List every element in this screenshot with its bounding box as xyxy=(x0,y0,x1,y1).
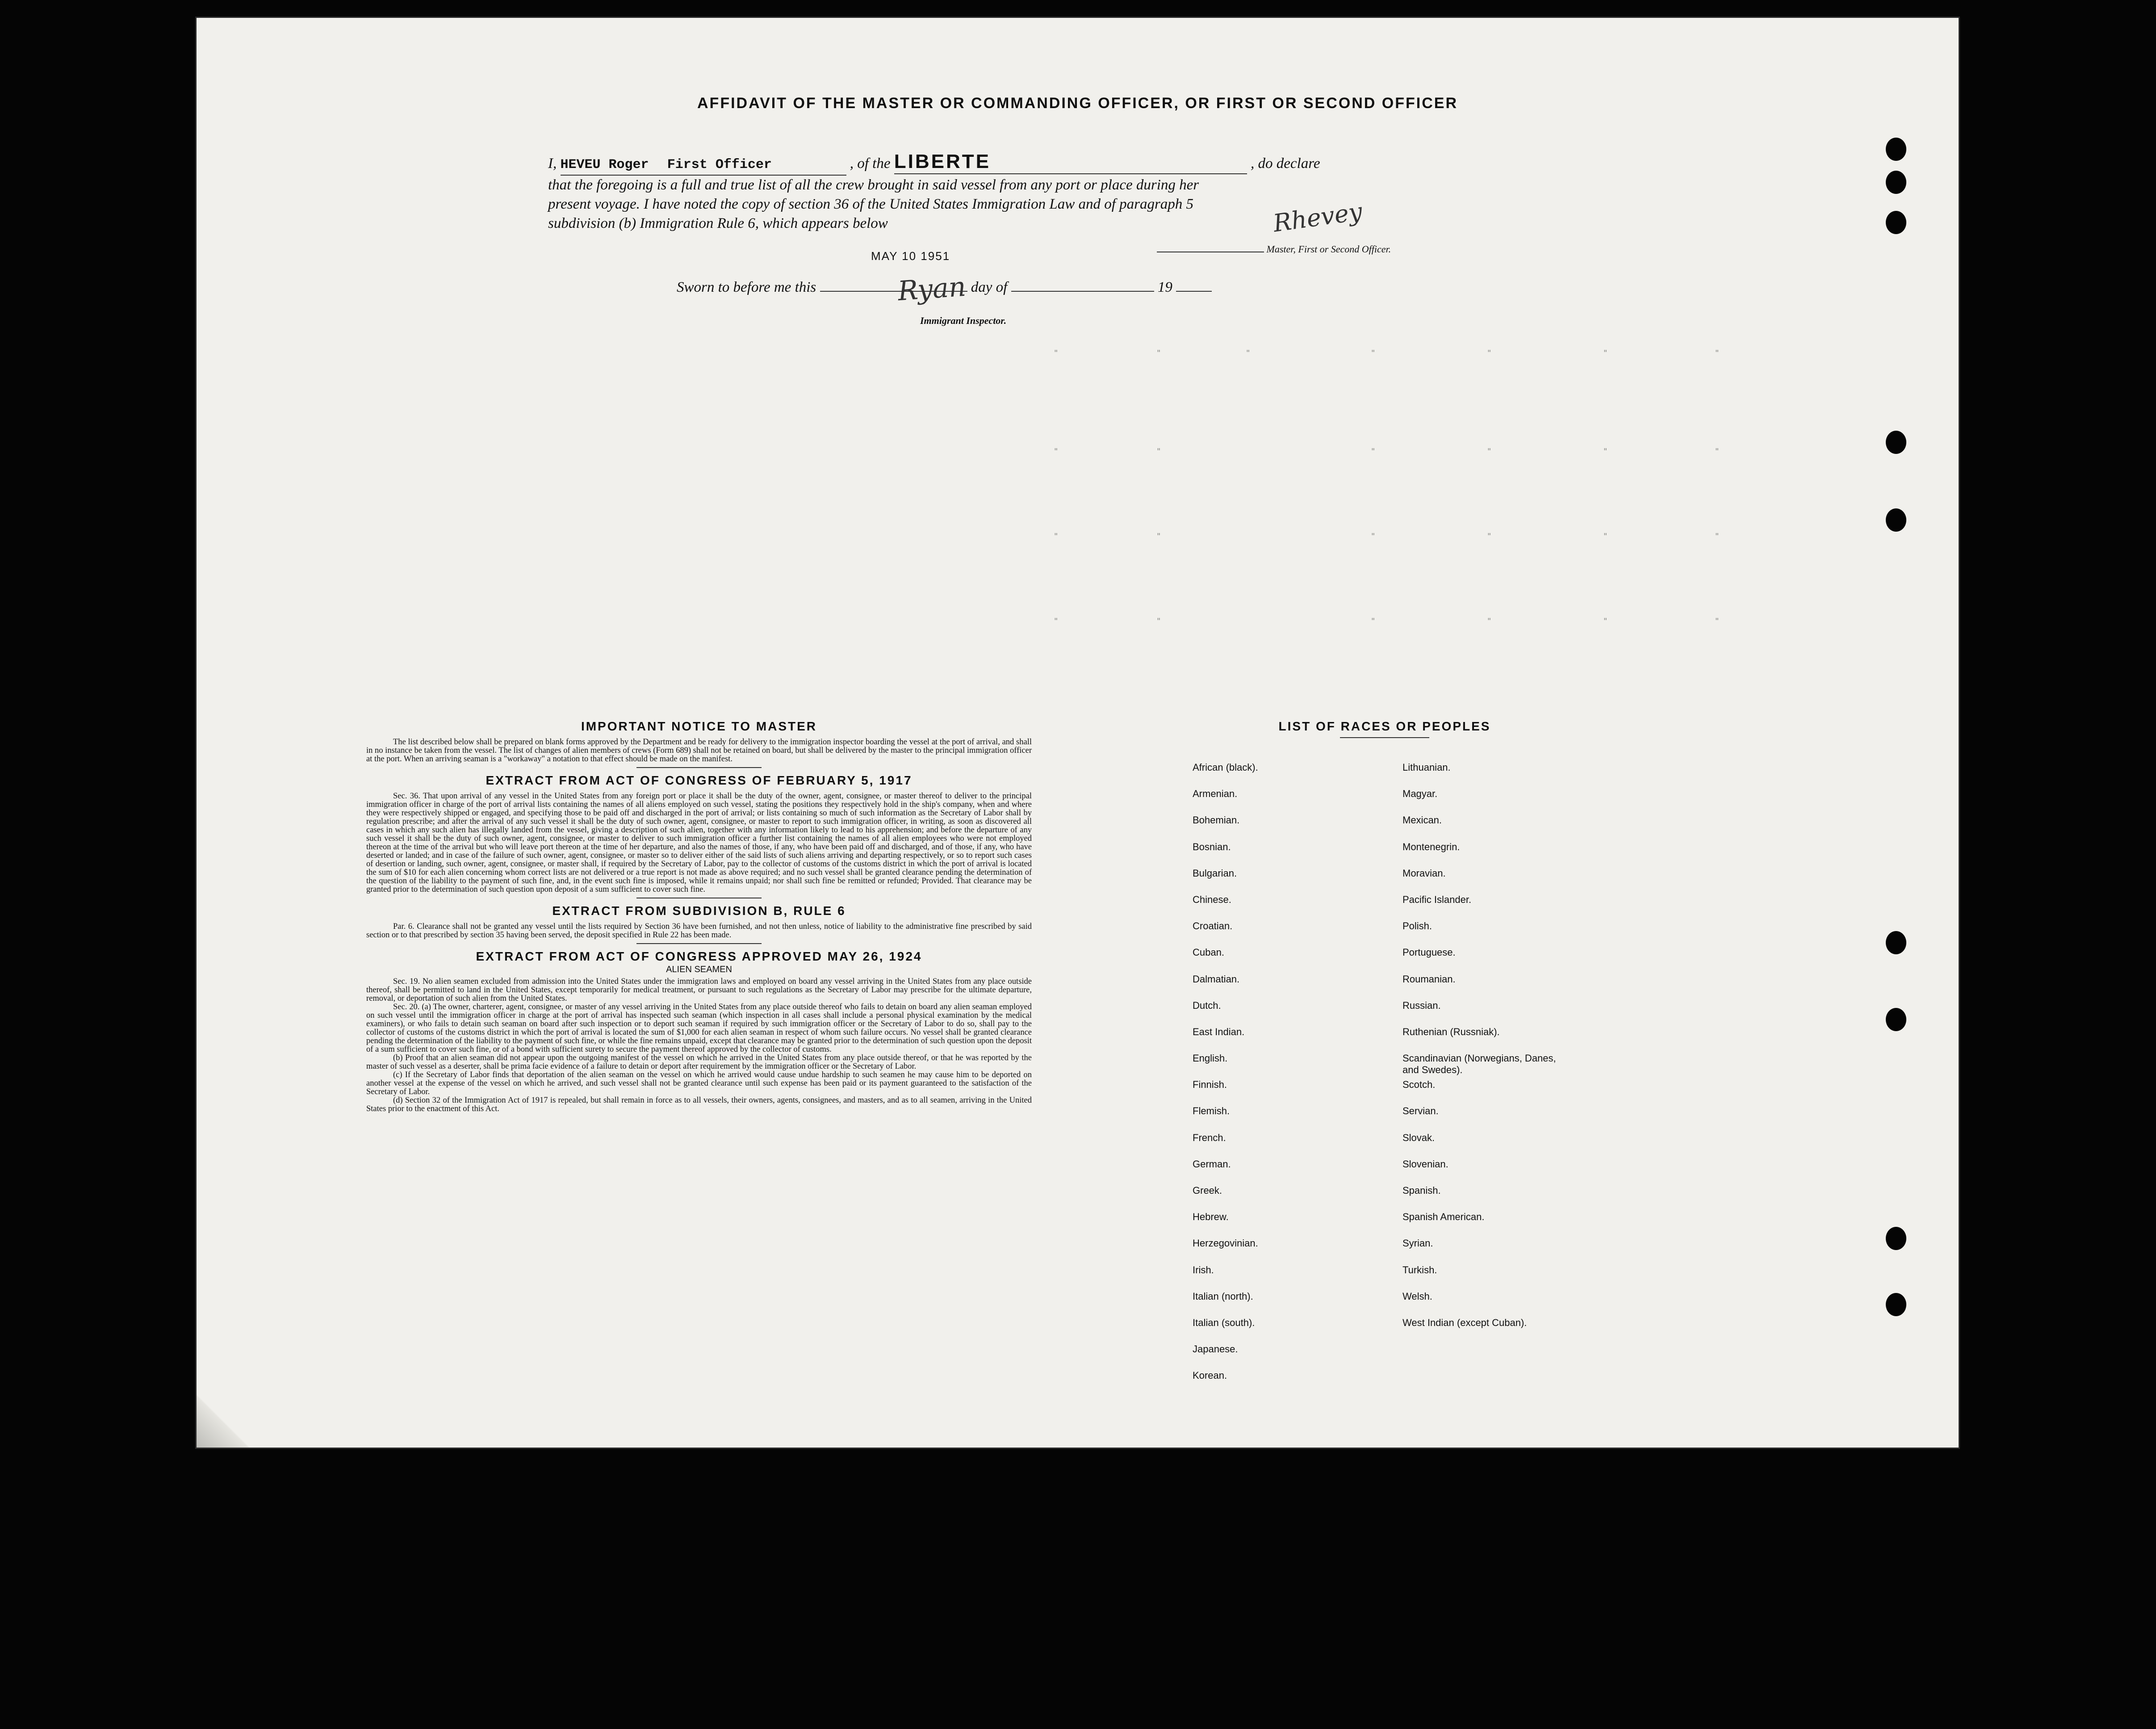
race-item: Roumanian. xyxy=(1402,973,1456,985)
race-item: Mexican. xyxy=(1402,814,1442,826)
races-section xyxy=(1161,719,1608,1381)
declaration-line-2: that the foregoing is a full and true list of all the crew brought in said vessel from any port or place during her xyxy=(548,177,1199,193)
grid-dot: " xyxy=(1054,348,1058,358)
extract3-paragraph: (d) Section 32 of the Immigration Act of 1917 is repealed, but shall remain in force as to all vessels, their owners, agents, consignees, and masters, and as to all seamen, arriving in the United States prior to the enactment of this Act. xyxy=(366,1096,1032,1113)
race-item: Dutch. xyxy=(1193,999,1221,1011)
race-item: Pacific Islander. xyxy=(1402,894,1472,905)
race-item: Korean. xyxy=(1193,1370,1227,1381)
grid-dot: " xyxy=(1157,447,1161,456)
grid-dot: " xyxy=(1603,532,1608,541)
declaration-line-3: present voyage. I have noted the copy of section 36 of the United States Immigration Law and of paragraph 5 xyxy=(548,196,1194,212)
race-item: Moravian. xyxy=(1402,867,1446,879)
vessel-name: LIBERTE xyxy=(894,151,991,172)
race-item: Welsh. xyxy=(1402,1290,1432,1302)
race-item: Spanish American. xyxy=(1402,1211,1485,1223)
race-item: Herzegovinian. xyxy=(1193,1238,1258,1249)
race-item: Flemish. xyxy=(1193,1105,1230,1117)
notice-heading: IMPORTANT NOTICE TO MASTER xyxy=(581,719,817,733)
race-item: West Indian (except Cuban). xyxy=(1402,1317,1527,1328)
grid-dot: " xyxy=(1487,617,1491,626)
sworn-text: Sworn to before me this xyxy=(677,279,816,295)
race-item: Irish. xyxy=(1193,1264,1214,1276)
punch-hole xyxy=(1886,508,1906,532)
grid-dot: " xyxy=(1157,617,1161,626)
extract2-text: Par. 6. Clearance shall not be granted any vessel until the lists required by Section 36 have been furnished, and not then unless, notice of liability to the administrative fine prescribed by said section or to that prescribed by section 35 having been served, the deposit specified in Rule 22 has been made. xyxy=(366,922,1032,940)
grid-dot: " xyxy=(1715,617,1719,626)
inspector-signature: Ryan xyxy=(896,271,967,307)
race-item: English. xyxy=(1193,1053,1228,1064)
grid-dot: " xyxy=(1715,348,1719,358)
race-item: Servian. xyxy=(1402,1105,1439,1117)
race-item: Japanese. xyxy=(1193,1343,1238,1355)
race-item: Finnish. xyxy=(1193,1079,1227,1091)
race-item: Greek. xyxy=(1193,1185,1222,1196)
race-item: Dalmatian. xyxy=(1193,973,1240,985)
race-item: Croatian. xyxy=(1193,920,1233,932)
race-item: Polish. xyxy=(1402,920,1432,932)
day-of-text: day of xyxy=(971,279,1008,295)
grid-dot: " xyxy=(1603,447,1608,456)
divider xyxy=(1340,737,1429,738)
race-item: Russian. xyxy=(1402,999,1441,1011)
punch-hole xyxy=(1886,1227,1906,1250)
grid-dot: " xyxy=(1487,348,1491,358)
punch-hole xyxy=(1886,138,1906,161)
signature-caption: Master, First or Second Officer. xyxy=(1157,243,1391,255)
punch-hole xyxy=(1886,1293,1906,1316)
grid-dot: " xyxy=(1487,447,1491,456)
punch-hole xyxy=(1886,171,1906,194)
grid-dot: " xyxy=(1054,447,1058,456)
punch-hole xyxy=(1886,431,1906,454)
punch-hole xyxy=(1886,931,1906,954)
race-item: Montenegrin. xyxy=(1402,841,1460,852)
race-item: Lithuanian. xyxy=(1402,762,1451,773)
extract3-paragraph: Sec. 20. (a) The owner, charterer, agent, consignee, or master of any vessel arriving in the United States from any place outside thereof who fails to detain on board any alien seaman employed on such vessel until the immigration officer in charge at the port of arrival has inspected such seaman (which inspection in all cases shall include a personal physical examination by the medical examiners), or who fails to detain such seaman on board after such inspection or to deport such seaman if required by such immigration officer or the Secretary of Labor to do so, shall pay to the collector of customs of the customs district in which the port of arrival is located the sum of $1,000 for each alien seaman in respect of whom such failure occurs. No vessel shall be granted clearance pending the determination of the liability to the payment of such fine, or while the fine remains unpaid, except that clearance may be granted prior to the determination of such question upon the deposit of a sum sufficient to cover such fine, or of a bond with sufficient surety to secure the payment thereof approved by the collector of customs. xyxy=(366,1003,1032,1054)
extract3-paragraph: (b) Proof that an alien seaman did not appear upon the outgoing manifest of the vessel on which he arrived in the United States from any place outside thereof, or that he was reported by the master of such vessel as a deserter, shall be prima facie evidence of a failure to detain or deport after requirement by the immigration officer or the Secretary of Labor. xyxy=(366,1053,1032,1071)
race-item: Bohemian. xyxy=(1193,814,1240,826)
divider xyxy=(636,767,762,768)
grid-dot: " xyxy=(1371,617,1375,626)
inspector-caption: Immigrant Inspector. xyxy=(920,315,1007,326)
race-item: Magyar. xyxy=(1402,788,1438,800)
declaration-line-4: subdivision (b) Immigration Rule 6, which appears below xyxy=(548,215,888,231)
grid-dot: " xyxy=(1487,532,1491,541)
year-prefix: 19 xyxy=(1157,279,1172,295)
race-item: Ruthenian (Russniak). xyxy=(1402,1026,1500,1037)
extract2-heading: EXTRACT FROM SUBDIVISION B, RULE 6 xyxy=(552,904,846,918)
extract3-heading: EXTRACT FROM ACT OF CONGRESS APPROVED MAY 26, 1924 xyxy=(476,949,922,963)
officer-signature: Rhevey xyxy=(1271,197,1364,238)
notice-column xyxy=(366,719,1032,1113)
declaration-prefix: I, xyxy=(548,155,557,172)
race-item: Scotch. xyxy=(1402,1079,1436,1091)
grid-dot: " xyxy=(1246,348,1250,358)
officer-name-field xyxy=(561,154,846,176)
race-item: Italian (north). xyxy=(1193,1290,1253,1302)
race-item: Syrian. xyxy=(1402,1238,1433,1249)
race-item: Slovenian. xyxy=(1402,1158,1448,1170)
extract3-paragraph: Sec. 19. No alien seamen excluded from admission into the United States under the immigration laws and employed on board any vessel arriving in the United States from any place outside thereof, shall be permitted to land in the United States, except temporarily for medical treatment, or pursuant to such regulations as the Secretary of Labor may prescribe for the ultimate departure, removal, or deportation of such alien from the United States. xyxy=(366,977,1032,1003)
races-heading: LIST OF RACES OR PEOPLES xyxy=(1278,719,1491,733)
divider xyxy=(636,943,762,944)
race-item: Scandinavian (Norwegians, Danes, and Swedes). xyxy=(1402,1053,1556,1076)
race-item: Portuguese. xyxy=(1402,947,1456,958)
grid-dot: " xyxy=(1371,447,1375,456)
race-item: French. xyxy=(1193,1132,1226,1143)
declare-text: , do declare xyxy=(1250,155,1320,172)
affidavit-title: AFFIDAVIT OF THE MASTER OR COMMANDING OFFICER, OR FIRST OR SECOND OFFICER xyxy=(697,95,1458,112)
race-item: Armenian. xyxy=(1193,788,1238,800)
grid-dot: " xyxy=(1054,617,1058,626)
extract1-heading: EXTRACT FROM ACT OF CONGRESS OF FEBRUARY 5, 1917 xyxy=(486,773,913,787)
punch-hole xyxy=(1886,1008,1906,1031)
of-the-text: , of the xyxy=(850,155,891,172)
grid-dot: " xyxy=(1715,447,1719,456)
grid-dot: " xyxy=(1371,532,1375,541)
race-item: African (black). xyxy=(1193,762,1258,773)
race-item: Turkish. xyxy=(1402,1264,1437,1276)
race-item: Cuban. xyxy=(1193,947,1224,958)
extract1-text: Sec. 36. That upon arrival of any vessel in the United States from any foreign port or place it shall be the duty of the owner, agent, consignee, or master thereof to deliver to the principal immigration officer in charge of the port of arrival lists containing the names of all aliens employed on such vessel, stating the positions they respectively hold in the ship's company, when and where they were respectively shipped or engaged, and specifying those to be paid off and discharged in the port of arrival; or lists containing so much of such information as the Secretary of Labor shall by regulation prescribe; and after the arrival of any such vessel it shall be the duty of such owner, agent, consignee, or master to report to such immigration officer, in writing, as soon as discovered all cases in which any such alien has illegally landed from the vessel, giving a description of such alien, together with any information likely to lead to his apprehension; and before the departure of any such vessel it shall be the duty of such owner, agent, consignee, or master to deliver to such immigration officer a further list containing the names of all alien employees who were not employed thereon at the time of the arrival but who will leave port thereon at the time of her departure, and also the names of those, if any, who have been paid off and discharged, and of those, if any, who have deserted or landed; and in case of the failure of such owner, agent, consignee, or master so to deliver either of the said lists of such aliens arriving and departing respectively, or so to report such cases of desertion or landing, such owner, agent, consignee, or master shall, if required by the Secretary of Labor, pay to the collector of customs of the customs district in which the port of arrival is located the sum of $10 for each alien concerning whom correct lists are not delivered or a true report is not made as above required; and no such vessel shall be granted clearance pending the determination of the question of the liability to the payment of such fine, and, in the event such fine is imposed, while it remains unpaid; nor shall such fine be remitted or refunded; Provided. That clearance may be granted prior to the determination of such question upon deposit of a sum sufficient to cover such fine. xyxy=(366,792,1032,894)
race-item: Hebrew. xyxy=(1193,1211,1229,1223)
race-item: Italian (south). xyxy=(1193,1317,1255,1328)
grid-dot: " xyxy=(1603,348,1608,358)
vessel-name-field xyxy=(894,152,1247,174)
race-item: Slovak. xyxy=(1402,1132,1435,1143)
grid-dot: " xyxy=(1054,532,1058,541)
declaration-line-1 xyxy=(548,152,1441,176)
grid-dot: " xyxy=(1603,617,1608,626)
punch-hole xyxy=(1886,211,1906,234)
notice-text: The list described below shall be prepared on blank forms approved by the Department and be ready for delivery to the immigration inspector boarding the vessel at the port of arrival, and shall in no instance be taken from the vessel. The list of changes of alien members of crews (Form 689) shall not be retained on board, but shall be delivered by the master to the principal immigration officer at the port. When an arriving seaman is a "workaway" a notation to that effect should be made on the manifest. xyxy=(366,738,1032,764)
race-item: Bosnian. xyxy=(1193,841,1231,852)
document-page xyxy=(197,18,1959,1448)
grid-dot: " xyxy=(1715,532,1719,541)
race-item: East Indian. xyxy=(1193,1026,1245,1037)
sworn-date-stamp: MAY 10 1951 xyxy=(871,249,950,263)
races-left-column xyxy=(1193,762,1371,1397)
grid-dot: " xyxy=(1371,348,1375,358)
races-right-column xyxy=(1402,762,1572,1343)
race-item: German. xyxy=(1193,1158,1231,1170)
extract3-subheading: ALIEN SEAMEN xyxy=(666,965,732,974)
race-item: Spanish. xyxy=(1402,1185,1441,1196)
grid-dot: " xyxy=(1157,532,1161,541)
typed-officer-name: HEVEU Roger xyxy=(560,157,649,172)
typed-officer-rank: First Officer xyxy=(667,157,772,172)
race-item: Bulgarian. xyxy=(1193,867,1237,879)
grid-dot: " xyxy=(1157,348,1161,358)
race-item: Chinese. xyxy=(1193,894,1231,905)
extract3-paragraph: (c) If the Secretary of Labor finds that deportation of the alien seaman on the vessel on which he arrived would cause undue hardship to such seamen he may cause him to be deported on another vessel at the expense of the vessel on which he arrived, and such vessel shall not be granted clearance until such expense has been paid or its payment guaranteed to the satisfaction of the Secretary of Labor. xyxy=(366,1070,1032,1096)
